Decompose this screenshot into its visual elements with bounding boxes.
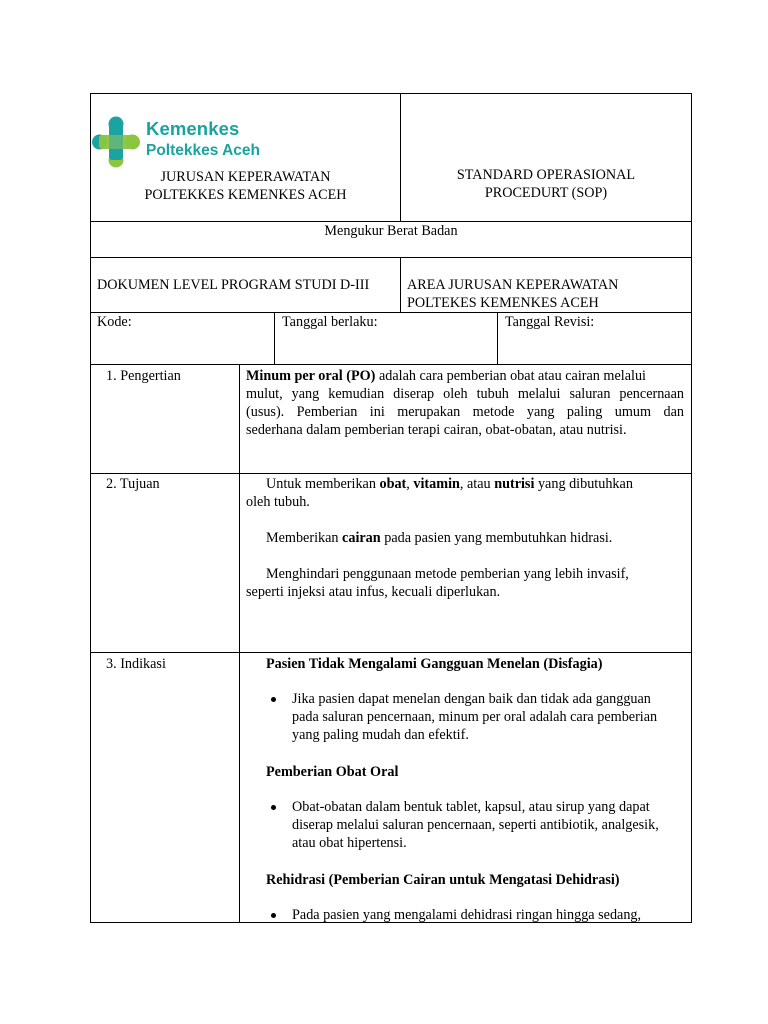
department-line-2: POLTEKKES KEMENKES ACEH: [144, 187, 347, 203]
sop-title: [401, 166, 691, 202]
pengertian-line-1: [246, 367, 684, 385]
department-name: [91, 168, 400, 204]
procedure-title: Mengukur Berat Badan: [324, 223, 458, 239]
tujuan-p1-g: yang dibutuhkan: [534, 476, 633, 492]
section-label-tujuan: 2. Tujuan: [106, 476, 160, 492]
tujuan-paragraph-3: [246, 565, 686, 601]
tujuan-p2-a: Memberikan: [266, 530, 343, 546]
tujuan-cairan: cairan: [342, 530, 381, 546]
pengertian-body: [246, 367, 684, 439]
indikasi-bullet-2: [292, 798, 684, 852]
bullet-icon: [271, 697, 276, 702]
tanggal-berlaku-label: Tanggal berlaku:: [282, 314, 378, 330]
sop-title-line-1: STANDARD OPERASIONAL: [456, 167, 636, 183]
indikasi-heading-1: Pasien Tidak Mengalami Gangguan Menelan (Disfagia): [266, 656, 603, 672]
logo-text-poltekkes: Poltekkes Aceh: [146, 142, 261, 159]
tujuan-p1-a: Untuk memberikan: [266, 476, 380, 492]
indikasi-bullet-3: [292, 906, 684, 924]
logo-text-kemenkes: Kemenkes: [146, 118, 240, 139]
pengertian-line-1-rest: adalah cara pemberian obat atau cairan melalui: [375, 368, 646, 384]
kemenkes-emblem-icon: [92, 116, 140, 168]
tujuan-nutrisi: nutrisi: [494, 476, 535, 492]
department-line-1: JURUSAN KEPERAWATAN: [160, 169, 331, 185]
document-area: [407, 276, 689, 312]
indikasi-b2-line-1: Obat-obatan dalam bentuk tablet, kapsul, atau sirup yang dapat: [292, 799, 650, 815]
document-area-line-1: AREA JURUSAN KEPERAWATAN: [407, 277, 619, 293]
indikasi-bullet-1: [292, 690, 684, 744]
tujuan-p1-c: ,: [406, 476, 414, 492]
tujuan-p1-line-1: [246, 475, 686, 493]
pengertian-line-3: (usus). Pemberian ini merupakan metode yang paling umum dan: [246, 404, 684, 420]
document-level: DOKUMEN LEVEL PROGRAM STUDI D-III: [97, 277, 370, 293]
indikasi-b2-line-3: atau obat hipertensi.: [292, 835, 407, 851]
indikasi-b1-line-2: pada saluran pencernaan, minum per oral adalah cara pemberian: [292, 709, 658, 725]
tujuan-p2-c: pada pasien yang membutuhkan hidrasi.: [380, 530, 613, 546]
indikasi-b1-line-1: Jika pasien dapat menelan dengan baik dan tidak ada gangguan: [292, 691, 651, 707]
tujuan-paragraph-2: [266, 529, 612, 547]
kemenkes-logo: [92, 116, 272, 168]
pengertian-line-4: sederhana dalam pemberian terapi cairan, obat-obatan, atau nutrisi.: [246, 422, 627, 438]
tujuan-p3-line-1: Menghindari penggunaan metode pemberian yang lebih invasif,: [266, 566, 629, 582]
tujuan-vitamin: vitamin: [413, 476, 460, 492]
pengertian-line-2: mulut, yang kemudian diserap oleh tubuh melalui saluran pencernaan: [246, 386, 684, 402]
indikasi-b3-line-1: Pada pasien yang mengalami dehidrasi ringan hingga sedang,: [292, 907, 642, 923]
indikasi-b2-line-2: diserap melalui saluran pencernaan, seperti antibiotik, analgesik,: [292, 817, 659, 833]
kode-label: Kode:: [97, 314, 132, 330]
pengertian-term: Minum per oral (PO): [246, 368, 376, 384]
section-label-pengertian: 1. Pengertian: [106, 368, 181, 384]
tujuan-p3-line-2: seperti injeksi atau infus, kecuali diperlukan.: [246, 584, 501, 600]
indikasi-heading-2: Pemberian Obat Oral: [266, 764, 399, 780]
section-label-indikasi: 3. Indikasi: [106, 656, 166, 672]
sop-title-line-2: PROCEDURT (SOP): [484, 185, 608, 201]
bullet-icon: [271, 913, 276, 918]
tujuan-p1-e: , atau: [459, 476, 495, 492]
tujuan-obat: obat: [379, 476, 407, 492]
indikasi-b1-line-3: yang paling mudah dan efektif.: [292, 727, 469, 743]
bullet-icon: [271, 805, 276, 810]
tanggal-revisi-label: Tanggal Revisi:: [505, 314, 595, 330]
tujuan-paragraph-1: [246, 475, 686, 511]
indikasi-heading-3: Rehidrasi (Pemberian Cairan untuk Mengatasi Dehidrasi): [266, 872, 620, 888]
document-area-line-2: POLTEKES KEMENKES ACEH: [407, 295, 599, 311]
tujuan-p1-line-2: oleh tubuh.: [246, 494, 310, 510]
